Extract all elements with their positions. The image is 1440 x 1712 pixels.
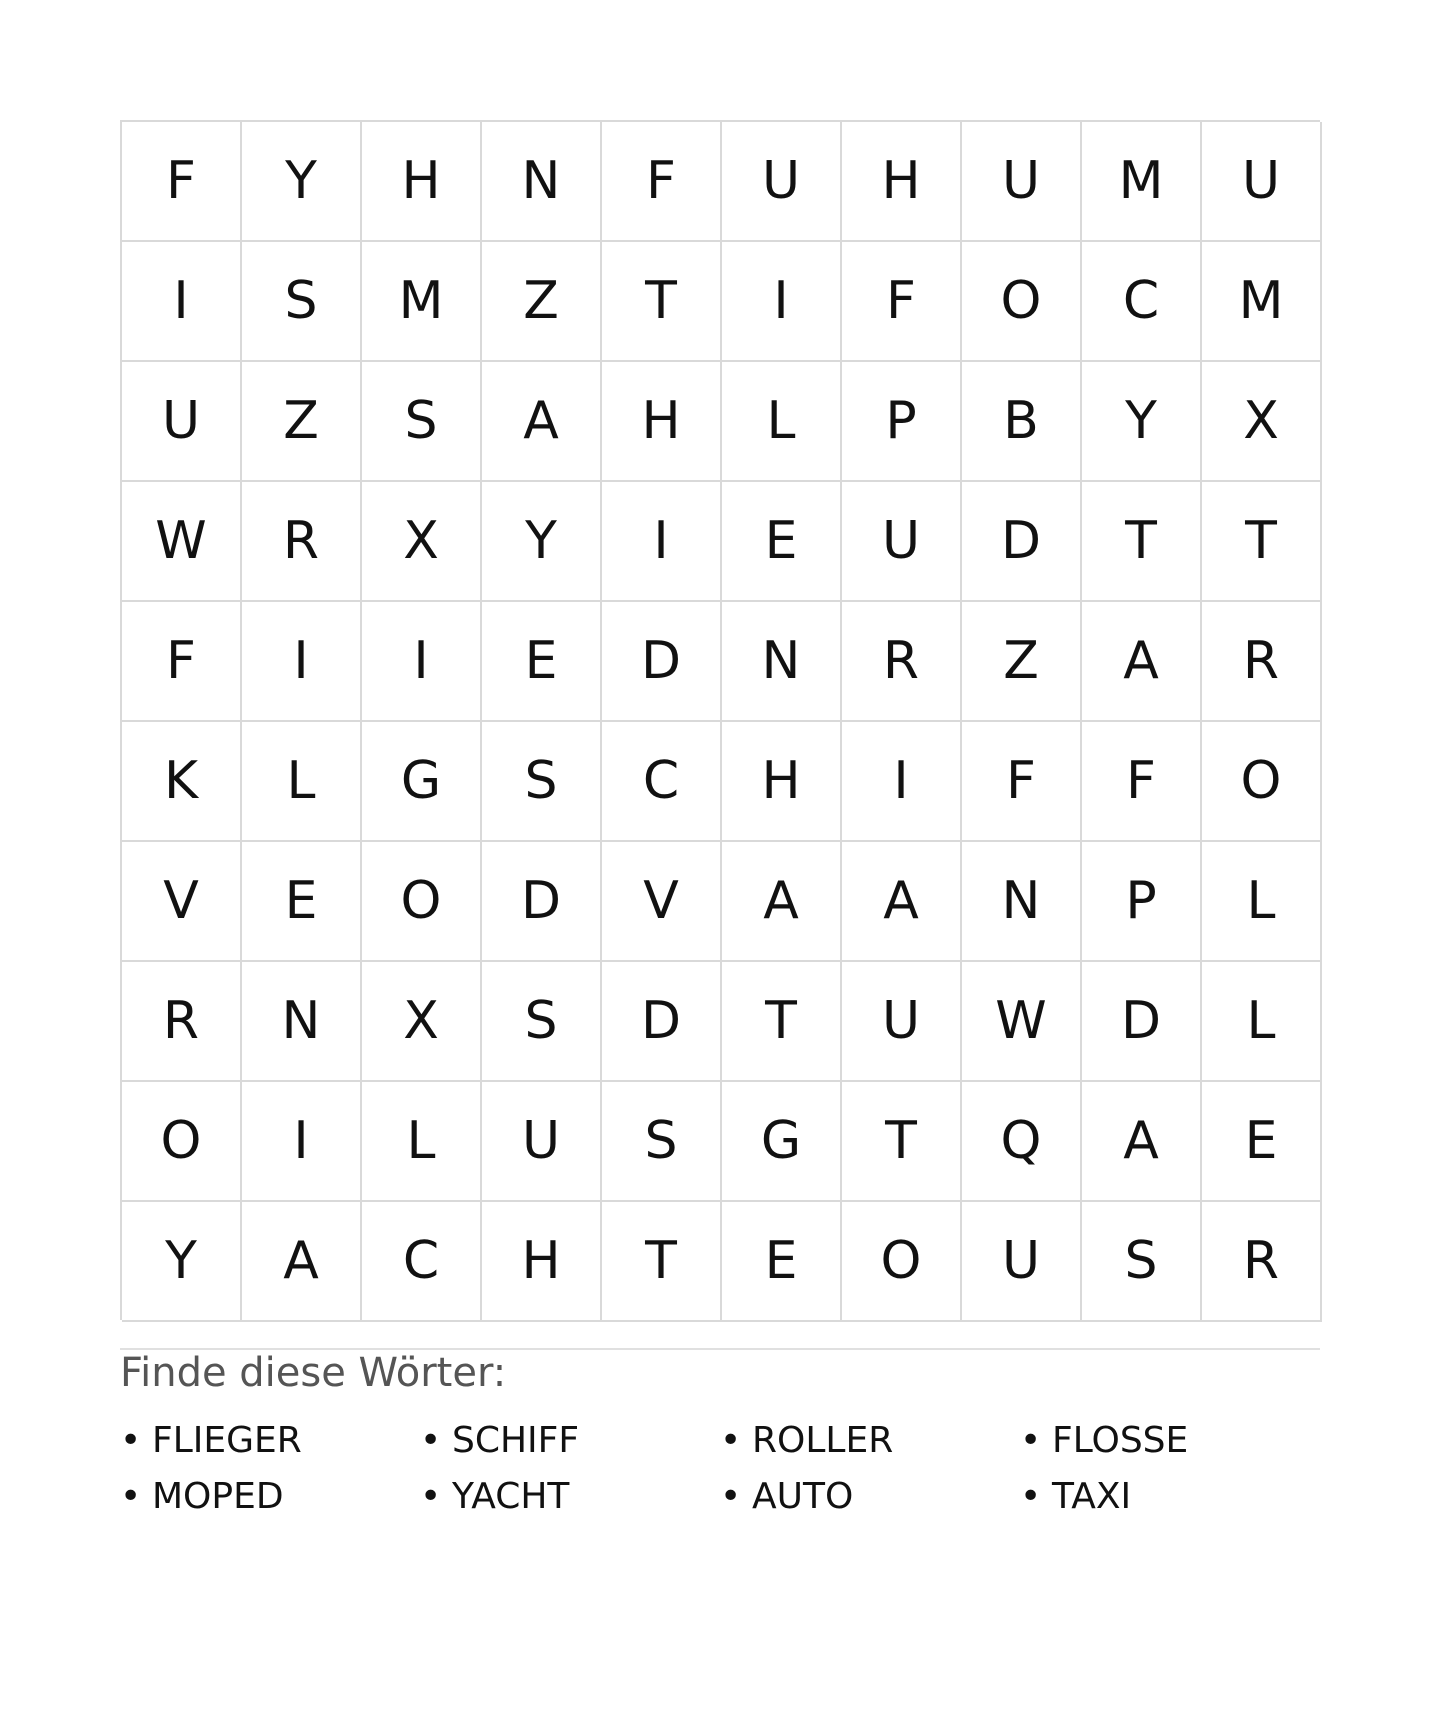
grid-cell[interactable]: B — [962, 362, 1082, 482]
grid-cell[interactable]: M — [1202, 242, 1322, 362]
grid-cell[interactable]: A — [842, 842, 962, 962]
grid-cell[interactable]: Y — [1082, 362, 1202, 482]
word-list-item — [1020, 1468, 1320, 1524]
grid-cell[interactable]: W — [962, 962, 1082, 1082]
bullet-icon: • — [720, 1419, 742, 1461]
grid-cell[interactable]: T — [602, 1202, 722, 1322]
grid-cell[interactable]: T — [1082, 482, 1202, 602]
bullet-icon: • — [1020, 1475, 1042, 1517]
grid-cell[interactable]: S — [242, 242, 362, 362]
grid-cell[interactable]: Y — [242, 122, 362, 242]
grid-cell[interactable]: F — [122, 602, 242, 722]
grid-cell[interactable]: S — [482, 962, 602, 1082]
grid-cell[interactable]: Y — [122, 1202, 242, 1322]
word-label: YACHT — [452, 1475, 570, 1517]
word-label: MOPED — [152, 1475, 284, 1517]
grid-cell[interactable]: X — [1202, 362, 1322, 482]
bullet-icon: • — [120, 1475, 142, 1517]
grid-cell[interactable]: I — [602, 482, 722, 602]
grid-cell[interactable]: Q — [962, 1082, 1082, 1202]
grid-cell[interactable]: N — [962, 842, 1082, 962]
grid-cell[interactable]: H — [722, 722, 842, 842]
word-list-item — [720, 1468, 1020, 1524]
grid-cell[interactable]: V — [122, 842, 242, 962]
grid-cell[interactable]: F — [842, 242, 962, 362]
grid-cell[interactable]: P — [1082, 842, 1202, 962]
grid-cell[interactable]: M — [1082, 122, 1202, 242]
grid-cell[interactable]: G — [722, 1082, 842, 1202]
grid-cell[interactable]: I — [242, 1082, 362, 1202]
word-list-item — [120, 1412, 420, 1468]
grid-cell[interactable]: U — [482, 1082, 602, 1202]
grid-cell[interactable]: S — [602, 1082, 722, 1202]
grid-cell[interactable]: A — [1082, 1082, 1202, 1202]
grid-cell[interactable]: I — [242, 602, 362, 722]
grid-cell[interactable]: I — [842, 722, 962, 842]
grid-cell[interactable]: T — [842, 1082, 962, 1202]
grid-cell[interactable]: U — [962, 122, 1082, 242]
grid-cell[interactable]: U — [962, 1202, 1082, 1322]
grid-cell[interactable]: S — [1082, 1202, 1202, 1322]
grid-cell[interactable]: Z — [242, 362, 362, 482]
grid-cell[interactable]: H — [362, 122, 482, 242]
grid-cell[interactable]: U — [122, 362, 242, 482]
grid-cell[interactable]: X — [362, 482, 482, 602]
grid-cell[interactable]: A — [722, 842, 842, 962]
grid-cell[interactable]: F — [962, 722, 1082, 842]
grid-cell[interactable]: O — [962, 242, 1082, 362]
bullet-icon: • — [720, 1475, 742, 1517]
grid-cell[interactable]: C — [1082, 242, 1202, 362]
grid-cell[interactable]: F — [602, 122, 722, 242]
grid-cell[interactable]: M — [362, 242, 482, 362]
bullet-icon: • — [120, 1419, 142, 1461]
bullet-icon: • — [420, 1475, 442, 1517]
grid-cell[interactable]: E — [1202, 1082, 1322, 1202]
grid-cell[interactable]: P — [842, 362, 962, 482]
grid-cell[interactable]: U — [842, 962, 962, 1082]
grid-cell[interactable]: I — [722, 242, 842, 362]
grid-cell[interactable]: U — [1202, 122, 1322, 242]
bullet-icon: • — [420, 1419, 442, 1461]
word-label: ROLLER — [752, 1419, 894, 1461]
grid-cell[interactable]: D — [482, 842, 602, 962]
grid-cell[interactable]: L — [362, 1082, 482, 1202]
grid-cell[interactable]: R — [842, 602, 962, 722]
word-list — [120, 1412, 1320, 1524]
grid-cell[interactable]: W — [122, 482, 242, 602]
grid-cell[interactable]: E — [482, 602, 602, 722]
grid-cell[interactable]: U — [842, 482, 962, 602]
word-label: AUTO — [752, 1475, 854, 1517]
grid-cell[interactable]: E — [722, 482, 842, 602]
grid-cell[interactable]: E — [722, 1202, 842, 1322]
grid-cell[interactable]: K — [122, 722, 242, 842]
grid-cell[interactable]: L — [1202, 962, 1322, 1082]
grid-cell[interactable]: T — [1202, 482, 1322, 602]
grid-cell[interactable]: R — [242, 482, 362, 602]
word-label: FLIEGER — [152, 1419, 302, 1461]
letter-grid — [120, 120, 1320, 1320]
grid-cell[interactable]: S — [362, 362, 482, 482]
word-label: SCHIFF — [452, 1419, 580, 1461]
grid-cell[interactable]: F — [1082, 722, 1202, 842]
grid-cell[interactable]: R — [1202, 602, 1322, 722]
grid-cell[interactable]: C — [602, 722, 722, 842]
grid-cell[interactable]: O — [362, 842, 482, 962]
grid-cell[interactable]: L — [1202, 842, 1322, 962]
grid-cell[interactable]: T — [722, 962, 842, 1082]
grid-cell[interactable]: I — [122, 242, 242, 362]
grid-cell[interactable]: H — [842, 122, 962, 242]
grid-cell[interactable]: S — [482, 722, 602, 842]
grid-cell[interactable]: D — [962, 482, 1082, 602]
grid-cell[interactable]: D — [602, 962, 722, 1082]
grid-cell[interactable]: A — [1082, 602, 1202, 722]
grid-cell[interactable]: Z — [482, 242, 602, 362]
grid-cell[interactable]: A — [482, 362, 602, 482]
word-label: TAXI — [1052, 1475, 1132, 1517]
grid-cell[interactable]: U — [722, 122, 842, 242]
word-list-item — [120, 1468, 420, 1524]
grid-cell[interactable]: X — [362, 962, 482, 1082]
grid-cell[interactable]: D — [602, 602, 722, 722]
grid-cell[interactable]: E — [242, 842, 362, 962]
grid-cell[interactable]: T — [602, 242, 722, 362]
grid-cell[interactable]: H — [602, 362, 722, 482]
grid-cell[interactable]: O — [122, 1082, 242, 1202]
grid-cell[interactable]: L — [722, 362, 842, 482]
grid-cell[interactable]: Z — [962, 602, 1082, 722]
word-list-item — [720, 1412, 1020, 1468]
bullet-icon: • — [1020, 1419, 1042, 1461]
word-list-title: Finde diese Wörter: — [120, 1350, 507, 1396]
grid-cell[interactable]: Y — [482, 482, 602, 602]
grid-cell[interactable]: O — [1202, 722, 1322, 842]
grid-cell[interactable]: N — [482, 122, 602, 242]
grid-cell[interactable]: R — [1202, 1202, 1322, 1322]
grid-cell[interactable]: D — [1082, 962, 1202, 1082]
word-label: FLOSSE — [1052, 1419, 1189, 1461]
grid-cell[interactable]: V — [602, 842, 722, 962]
grid-cell[interactable]: L — [242, 722, 362, 842]
grid-cell[interactable]: O — [842, 1202, 962, 1322]
word-list-item — [420, 1412, 720, 1468]
grid-cell[interactable]: C — [362, 1202, 482, 1322]
grid-cell[interactable]: N — [722, 602, 842, 722]
grid-cell[interactable]: H — [482, 1202, 602, 1322]
word-list-item — [1020, 1412, 1320, 1468]
word-list-item — [420, 1468, 720, 1524]
grid-cell[interactable]: I — [362, 602, 482, 722]
grid-cell[interactable]: A — [242, 1202, 362, 1322]
grid-cell[interactable]: N — [242, 962, 362, 1082]
grid-cell[interactable]: R — [122, 962, 242, 1082]
grid-cell[interactable]: G — [362, 722, 482, 842]
grid-cell[interactable]: F — [122, 122, 242, 242]
